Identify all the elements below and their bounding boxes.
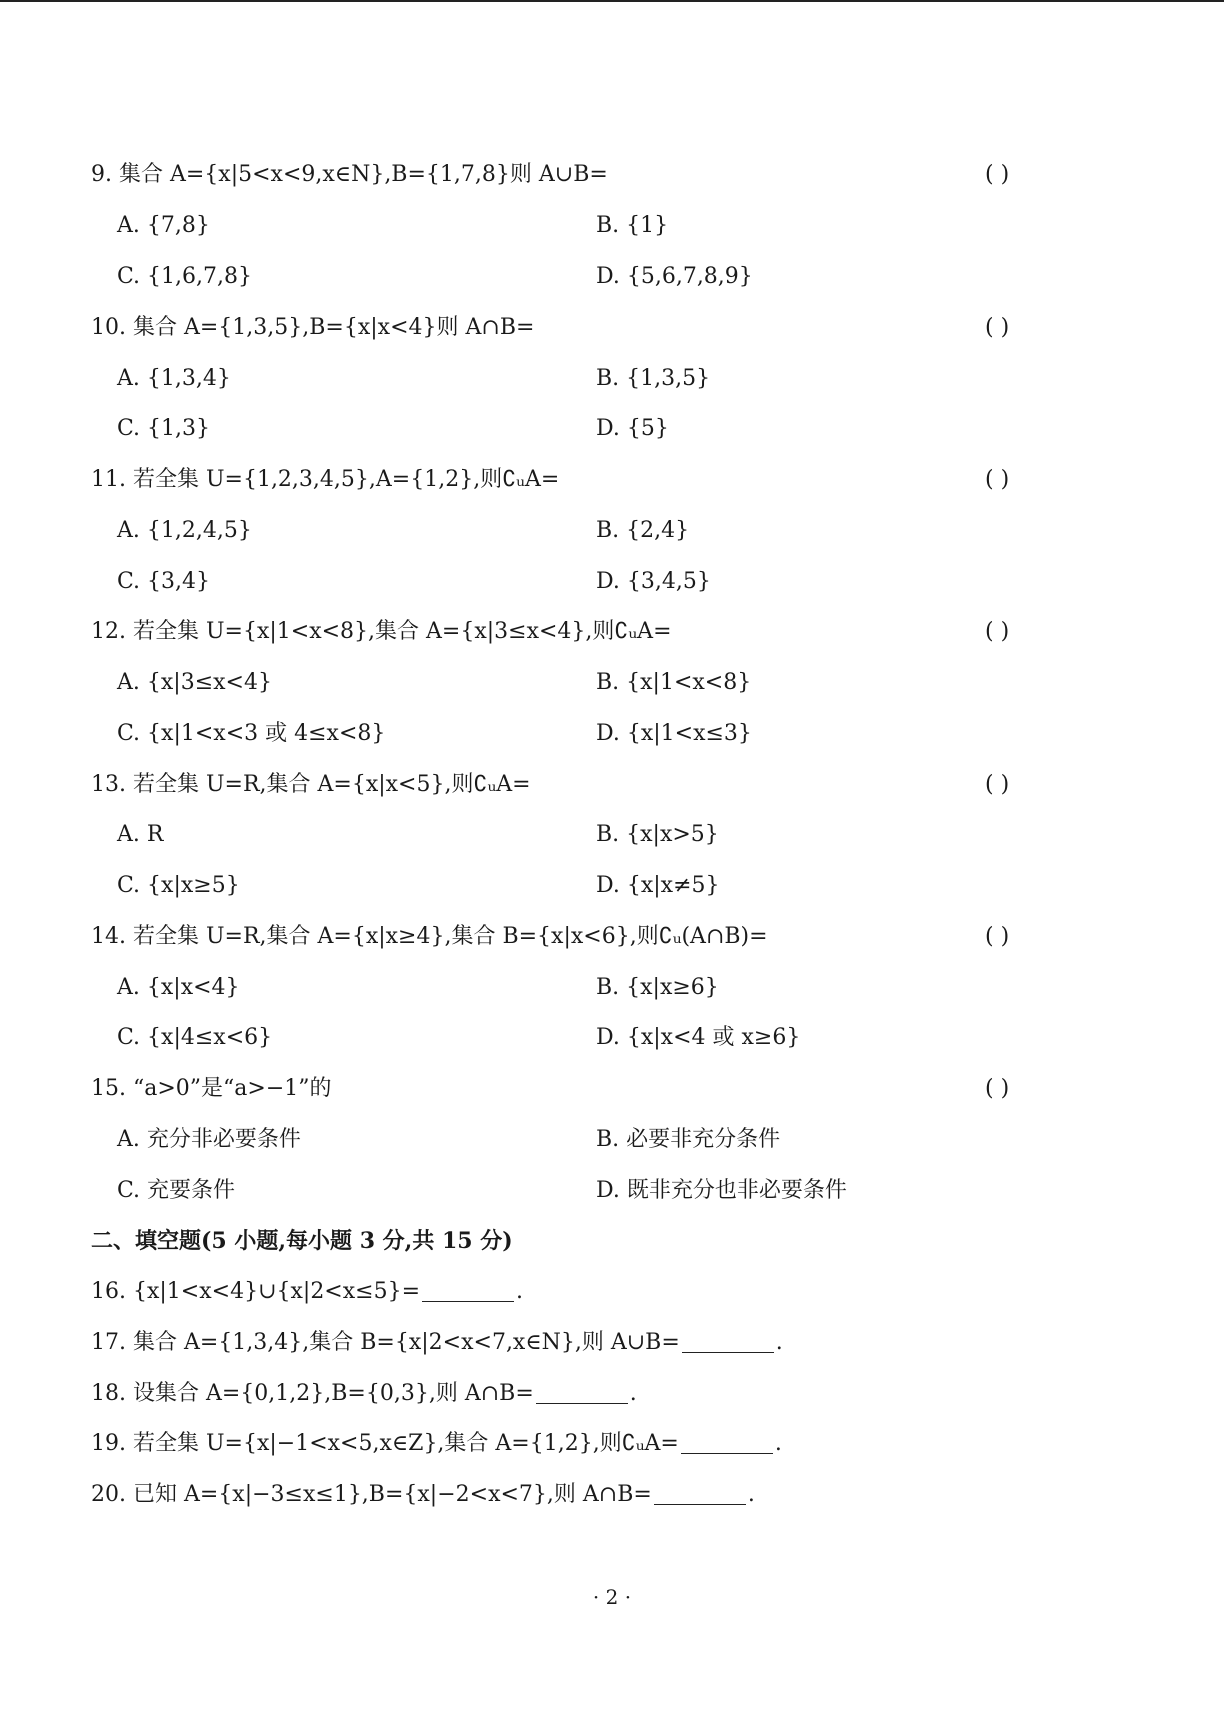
question-9-answer-paren: ( ) <box>985 162 1010 187</box>
question-10-option-b: B. {1,3,5} <box>596 366 711 391</box>
question-19-answer-blank[interactable] <box>681 1431 773 1454</box>
question-16-end: . <box>516 1279 524 1304</box>
question-12-option-d: D. {x|1<x≤3} <box>596 721 752 746</box>
question-12-option-b: B. {x|1<x<8} <box>596 670 752 695</box>
question-18-answer-blank[interactable] <box>536 1381 628 1404</box>
question-20-text: 20. 已知 A={x|−3≤x≤1},B={x|−2<x<7},则 A∩B= <box>91 1482 652 1507</box>
question-13-option-b: B. {x|x>5} <box>596 822 719 847</box>
question-12-option-c: C. {x|1<x<3 或 4≤x<8} <box>117 721 386 746</box>
question-19 <box>91 1429 782 1459</box>
question-14-option-c: C. {x|4≤x<6} <box>117 1025 273 1050</box>
question-11-option-b: B. {2,4} <box>596 518 690 543</box>
question-17-text: 17. 集合 A={1,3,4},集合 B={x|2<x<7,x∈N},则 A∪B= <box>91 1330 680 1355</box>
question-18-end: . <box>629 1381 637 1406</box>
question-10-option-d: D. {5} <box>596 416 669 441</box>
question-15-option-a: A. 充分非必要条件 <box>117 1127 301 1152</box>
question-20-answer-blank[interactable] <box>654 1482 746 1505</box>
question-16-answer-blank[interactable] <box>422 1279 514 1302</box>
question-14-option-a: A. {x|x<4} <box>117 975 240 1000</box>
question-15-answer-paren: ( ) <box>985 1076 1010 1101</box>
question-17-end: . <box>775 1330 783 1355</box>
question-19-end: . <box>774 1431 782 1456</box>
question-17 <box>91 1328 783 1358</box>
question-20-end: . <box>747 1482 755 1507</box>
question-19-text: 19. 若全集 U={x|−1<x<5,x∈Z},集合 A={1,2},则∁ᵤA= <box>91 1431 679 1456</box>
question-11-option-a: A. {1,2,4,5} <box>117 518 252 543</box>
question-12-answer-paren: ( ) <box>985 619 1010 644</box>
question-15-option-d: D. 既非充分也非必要条件 <box>596 1178 847 1203</box>
question-13-answer-paren: ( ) <box>985 772 1010 797</box>
question-17-answer-blank[interactable] <box>682 1330 774 1353</box>
question-13-option-c: C. {x|x≥5} <box>117 873 240 898</box>
question-20 <box>91 1480 755 1510</box>
question-9-option-d: D. {5,6,7,8,9} <box>596 264 753 289</box>
question-12-stem: 12. 若全集 U={x|1<x<8},集合 A={x|3≤x<4},则∁ᵤA= <box>91 619 672 644</box>
question-9-stem: 9. 集合 A={x|5<x<9,x∈N},B={1,7,8}则 A∪B= <box>91 162 608 187</box>
question-14-option-d: D. {x|x<4 或 x≥6} <box>596 1025 801 1050</box>
question-16-text: 16. {x|1<x<4}∪{x|2<x≤5}= <box>91 1279 421 1304</box>
question-18-text: 18. 设集合 A={0,1,2},B={0,3},则 A∩B= <box>91 1381 534 1406</box>
question-11-answer-paren: ( ) <box>985 467 1010 492</box>
question-13-option-d: D. {x|x≠5} <box>596 873 720 898</box>
question-10-option-a: A. {1,3,4} <box>117 366 231 391</box>
question-9-option-c: C. {1,6,7,8} <box>117 264 252 289</box>
question-9-option-b: B. {1} <box>596 213 669 238</box>
section-title-fill-blank: 二、填空题(5 小题,每小题 3 分,共 15 分) <box>91 1228 513 1254</box>
question-16 <box>91 1277 523 1307</box>
question-14-stem: 14. 若全集 U=R,集合 A={x|x≥4},集合 B={x|x<6},则∁ᵤ(A∩B)= <box>91 924 768 949</box>
question-18 <box>91 1379 637 1409</box>
question-15-option-b: B. 必要非充分条件 <box>596 1127 781 1152</box>
question-15-option-c: C. 充要条件 <box>117 1178 236 1203</box>
question-11-option-c: C. {3,4} <box>117 569 211 594</box>
question-10-answer-paren: ( ) <box>985 315 1010 340</box>
question-13-stem: 13. 若全集 U=R,集合 A={x|x<5},则∁ᵤA= <box>91 772 531 797</box>
question-12-option-a: A. {x|3≤x<4} <box>117 670 272 695</box>
question-14-answer-paren: ( ) <box>985 924 1010 949</box>
question-9-option-a: A. {7,8} <box>117 213 210 238</box>
question-10-option-c: C. {1,3} <box>117 416 211 441</box>
question-13-option-a: A. R <box>117 822 164 847</box>
question-10-stem: 10. 集合 A={1,3,5},B={x|x<4}则 A∩B= <box>91 315 535 340</box>
question-11-stem: 11. 若全集 U={1,2,3,4,5},A={1,2},则∁ᵤA= <box>91 467 560 492</box>
question-15-stem: 15. “a>0”是“a>−1”的 <box>91 1076 332 1101</box>
question-11-option-d: D. {3,4,5} <box>596 569 711 594</box>
question-14-option-b: B. {x|x≥6} <box>596 975 719 1000</box>
page-number: · 2 · <box>592 1585 632 1609</box>
